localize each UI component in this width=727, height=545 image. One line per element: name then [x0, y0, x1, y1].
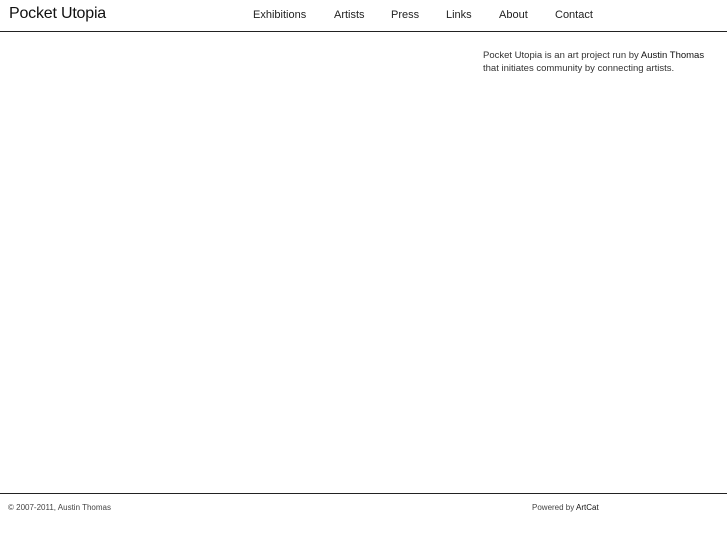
artcat-link[interactable]: ArtCat	[576, 503, 599, 512]
site-header	[0, 0, 727, 32]
copyright-text: © 2007-2011, Austin Thomas	[8, 503, 111, 512]
about-text-after: that initiates community by connecting artists.	[483, 63, 675, 74]
nav-press[interactable]: Press	[391, 9, 420, 21]
nav-artists[interactable]: Artists	[334, 9, 365, 21]
about-blurb	[483, 49, 723, 75]
powered-by-prefix: Powered by	[532, 503, 577, 512]
powered-by	[532, 503, 599, 512]
nav-contact[interactable]: Contact	[555, 9, 593, 21]
site-footer	[0, 493, 727, 545]
main-nav	[0, 9, 727, 23]
author-link[interactable]: Austin Thomas	[640, 50, 705, 61]
nav-links[interactable]: Links	[446, 9, 472, 21]
about-text-before: Pocket Utopia is an art project run by	[483, 50, 641, 61]
nav-exhibitions[interactable]: Exhibitions	[253, 9, 307, 21]
nav-about[interactable]: About	[499, 9, 528, 21]
site-title-link[interactable]: Pocket Utopia	[9, 5, 107, 22]
